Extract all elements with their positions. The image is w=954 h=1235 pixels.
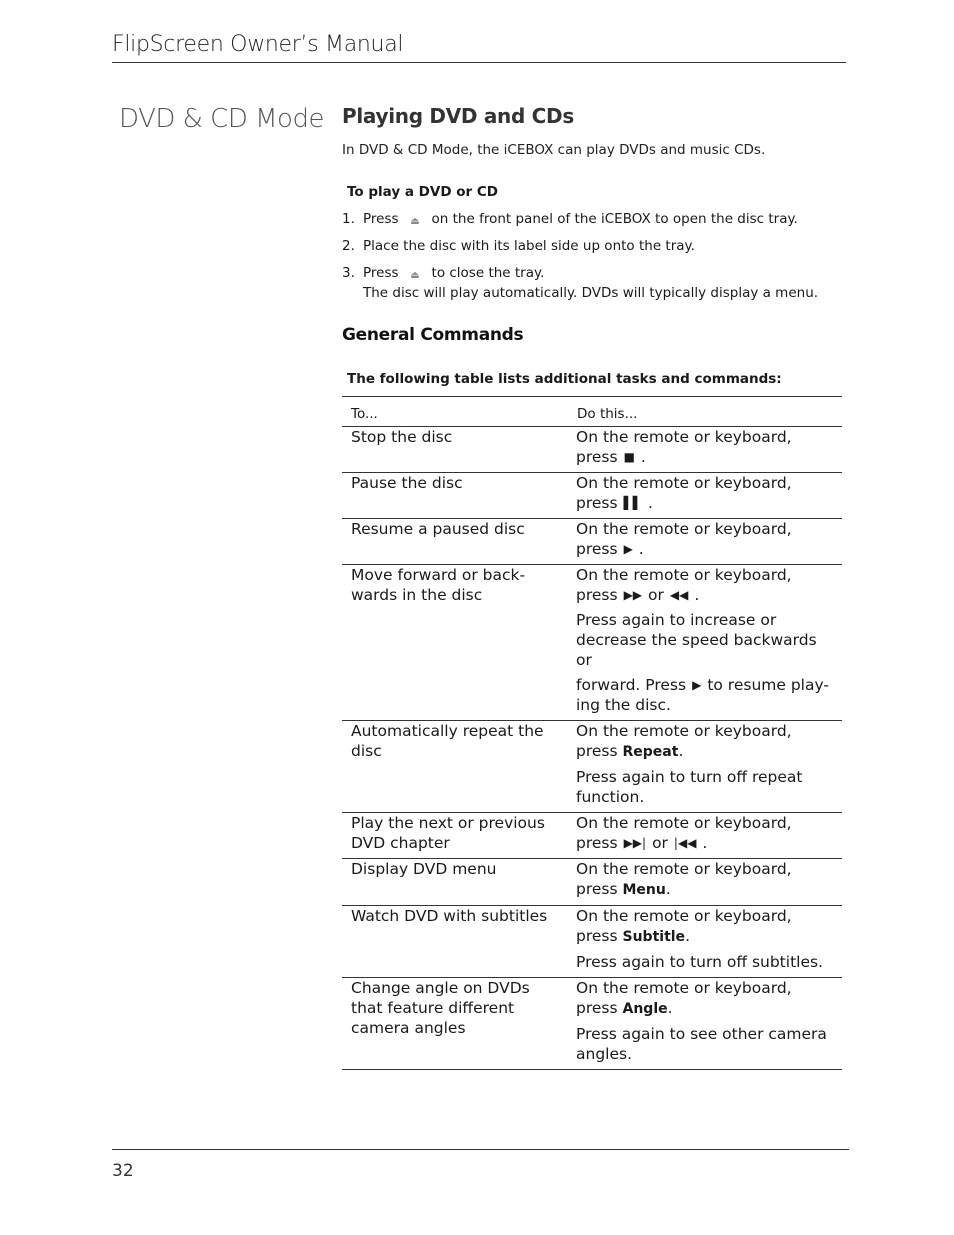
play-icon: ▶ (623, 542, 633, 556)
action-prefix: On the remote or keyboard, (576, 722, 792, 740)
step-2 (342, 237, 842, 256)
action-prefix: On the remote or keyboard, (576, 907, 792, 925)
step-number: 2. (342, 238, 355, 254)
next-chapter-icon: ▶▶| (623, 836, 647, 850)
extra-text-after: to resume play-ing the disc. (576, 676, 829, 714)
task-cell: Change angle on DVDs that feature different camera angles (342, 978, 568, 1070)
action-text (576, 978, 834, 1019)
action-extra-text: Press again to see other camera angles. (576, 1025, 827, 1063)
action-prefix: On the remote or keyboard, (576, 979, 792, 997)
table-header-row (342, 397, 842, 427)
action-cell (568, 565, 842, 721)
press-word: press (576, 927, 618, 945)
period: . (685, 927, 690, 945)
action-cell (568, 427, 842, 473)
press-word: press (576, 494, 618, 512)
action-cell (568, 978, 842, 1070)
action-text (576, 473, 834, 513)
press-word: press (576, 880, 618, 898)
press-word: press (576, 540, 618, 558)
action-text (576, 859, 834, 900)
stop-icon: ■ (623, 450, 635, 464)
key-name: Subtitle (622, 929, 686, 945)
key-name: Angle (622, 1001, 668, 1017)
table-intro: The following table lists additional tasks and commands: (347, 371, 782, 387)
step-3 (342, 264, 842, 303)
step-number: 1. (342, 211, 355, 227)
table-row (342, 813, 842, 859)
table-row (342, 859, 842, 906)
or-word: or (652, 834, 668, 852)
task-cell: Move forward or back-wards in the disc (342, 565, 568, 721)
step-text-after: to close the tray. (431, 265, 545, 281)
task-cell: Display DVD menu (342, 859, 568, 906)
period: . (702, 834, 708, 852)
action-text (576, 427, 834, 467)
column-header-to: To... (342, 397, 568, 427)
commands-heading: General Commands (342, 325, 524, 345)
action-cell (568, 519, 842, 565)
action-cell (568, 859, 842, 906)
task-cell: Resume a paused disc (342, 519, 568, 565)
table-row (342, 427, 842, 473)
step-text: Place the disc with its label side up onto the tray. (363, 238, 695, 254)
or-word: or (648, 586, 664, 604)
pause-icon: ▌▌ (623, 496, 643, 510)
action-extra-text (576, 675, 834, 715)
step-text-before: Press (363, 265, 399, 281)
action-text (576, 906, 834, 947)
section-title: DVD & CD Mode (119, 104, 324, 134)
action-prefix: On the remote or keyboard, (576, 566, 792, 584)
table-row (342, 565, 842, 721)
procedure-title: To play a DVD or CD (347, 184, 498, 200)
steps-list (342, 210, 842, 303)
table-row (342, 906, 842, 978)
task-cell: Stop the disc (342, 427, 568, 473)
action-prefix: On the remote or keyboard, (576, 520, 792, 538)
press-word: press (576, 586, 618, 604)
action-prefix: On the remote or keyboard, (576, 428, 792, 446)
action-prefix: On the remote or keyboard, (576, 474, 792, 492)
press-word: press (576, 999, 618, 1017)
action-prefix: On the remote or keyboard, (576, 860, 792, 878)
header-title: FlipScreen Owner’s Manual (112, 32, 404, 57)
period: . (648, 494, 653, 512)
intro-text: In DVD & CD Mode, the iCEBOX can play DVDs and music CDs. (342, 142, 766, 158)
key-name: Repeat (622, 744, 679, 760)
step-text (363, 210, 798, 229)
column-header-do-this: Do this... (568, 397, 842, 427)
period: . (638, 540, 644, 558)
task-cell: Pause the disc (342, 473, 568, 519)
page-heading: Playing DVD and CDs (342, 104, 574, 128)
press-word: press (576, 448, 618, 466)
table-row (342, 473, 842, 519)
action-extra-text: Press again to turn off subtitles. (576, 953, 823, 971)
commands-table (342, 396, 842, 1070)
period: . (667, 999, 673, 1017)
step-text (363, 264, 818, 303)
action-text (576, 813, 834, 853)
action-text (576, 565, 834, 605)
footer-divider (112, 1149, 849, 1150)
fast-forward-icon: ▶▶ (623, 588, 643, 602)
action-text (576, 721, 834, 762)
step-note: The disc will play automatically. DVDs will typically display a menu. (363, 285, 819, 301)
step-1 (342, 210, 842, 229)
key-name: Menu (622, 882, 666, 898)
press-word: press (576, 742, 618, 760)
action-cell (568, 813, 842, 859)
table-row (342, 519, 842, 565)
period: . (665, 880, 671, 898)
rewind-icon: ◀◀ (669, 588, 689, 602)
press-word: press (576, 834, 618, 852)
table-row (342, 721, 842, 813)
task-cell: Watch DVD with subtitles (342, 906, 568, 978)
action-cell (568, 721, 842, 813)
table-row (342, 978, 842, 1070)
action-extra-text: Press again to increase or decrease the speed backwards or (576, 611, 817, 669)
action-cell (568, 906, 842, 978)
play-icon: ▶ (692, 678, 702, 692)
period: . (678, 742, 684, 760)
period: . (640, 448, 646, 466)
step-number: 3. (342, 265, 355, 281)
action-text (576, 519, 834, 559)
main-content (342, 104, 842, 1070)
eject-icon: ⏏ (410, 216, 420, 227)
extra-text-before: forward. Press (576, 676, 687, 694)
task-cell: Play the next or previous DVD chapter (342, 813, 568, 859)
header-divider (112, 62, 846, 63)
eject-icon: ⏏ (410, 270, 420, 281)
step-text-before: Press (363, 211, 399, 227)
page-number: 32 (112, 1161, 134, 1181)
step-text-after: on the front panel of the iCEBOX to open the disc tray. (431, 211, 798, 227)
period: . (694, 586, 700, 604)
action-prefix: On the remote or keyboard, (576, 814, 792, 832)
action-cell (568, 473, 842, 519)
previous-chapter-icon: |◀◀ (673, 836, 697, 850)
task-cell: Automatically repeat the disc (342, 721, 568, 813)
action-extra-text: Press again to turn off repeat function. (576, 768, 803, 806)
